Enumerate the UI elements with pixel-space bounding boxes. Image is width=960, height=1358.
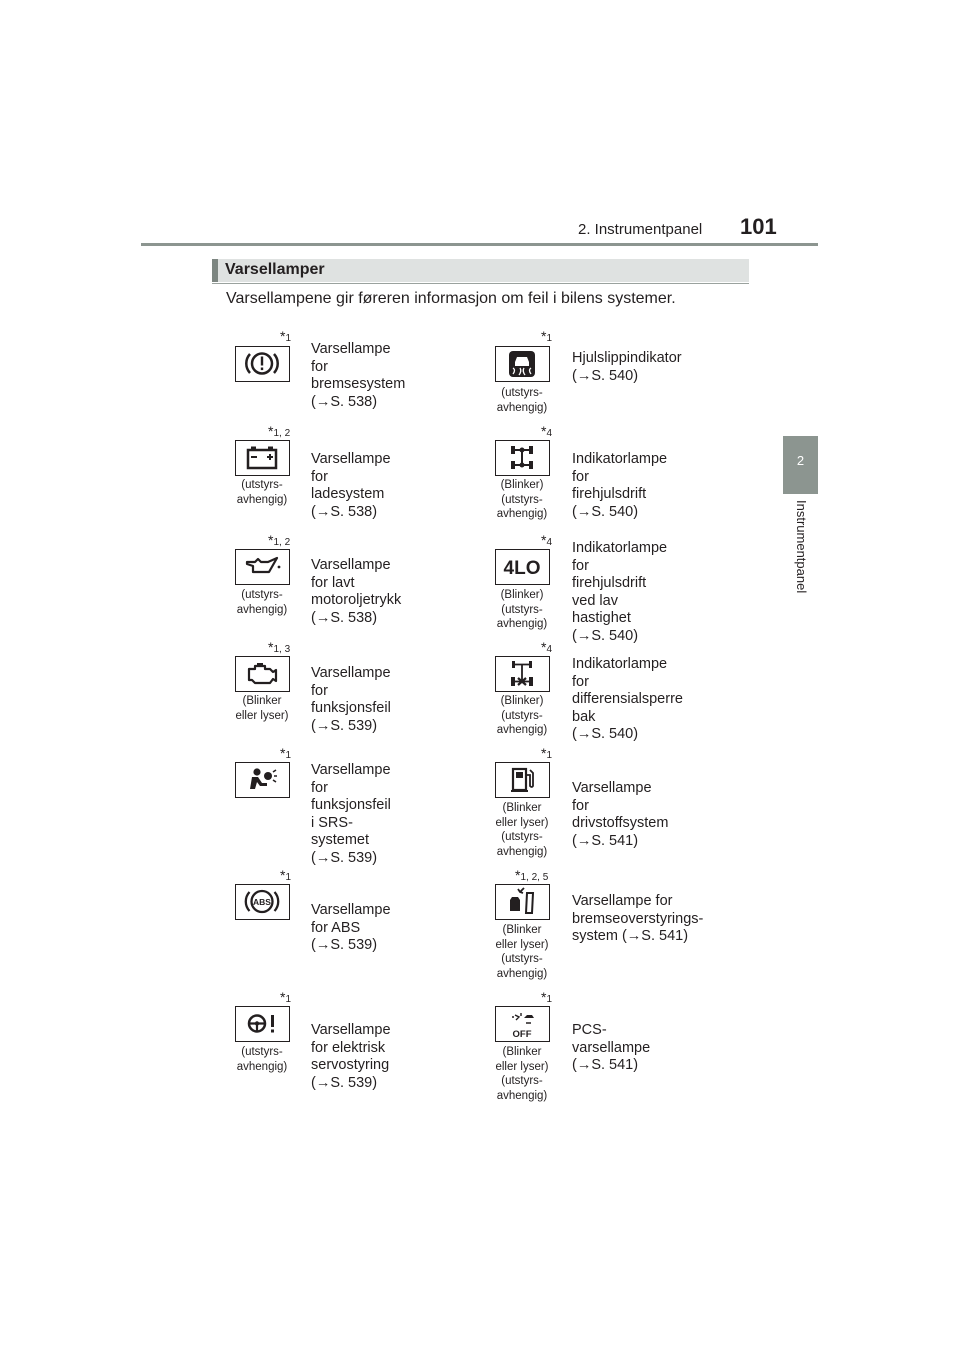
footnote-marker: *1, 3 [268,639,291,655]
rear-diff-lock-icon [495,656,550,692]
section-heading-rule [212,283,749,284]
footnote-marker: *1 [280,989,292,1005]
entry-description: Varsellampe for bremseoverstyrings- system (→S. 541) [572,893,704,944]
section-heading-bar [212,259,749,282]
power-steering-icon [235,1006,290,1042]
entry-description: Varsellampe for funksjonsfeil i SRS-systemet (→S. 539) [311,762,391,866]
brake-warning-icon [235,346,290,382]
footnote-marker: *1 [280,745,292,761]
footnote-marker: *1 [541,745,553,761]
entry-description: Varsellampe for elektrisk servostyring (→S. 539) [311,1022,391,1091]
footnote-marker: *4 [541,639,553,655]
engine-icon [235,656,290,692]
footnote-marker: *1, 2 [268,423,291,439]
entry-description: Varsellampe for bremsesystem (→S. 538) [311,341,406,410]
section-title: Varsellamper [225,261,325,278]
entry-note: (Blinker) (utstyrs- avhengig) [496,479,548,520]
entry-description: Varsellampe for lavt motoroljetrykk (→S. 538) [311,557,402,626]
entry-description: Varsellampe for drivstoffsystem (→S. 541) [572,780,669,849]
section-intro: Varsellampene gir føreren informasjon om feil i bilens systemer. [226,290,676,307]
chapter-tab: 2 [783,436,818,494]
four-lo-icon [495,549,550,585]
fuel-system-icon [495,762,550,798]
entry-description: Indikatorlampe for firehjulsdrift ved lav hastighet (→S. 540) [572,540,668,644]
footnote-marker: *1 [280,867,292,883]
four-lo-icon-text: 4LO [503,558,541,579]
entry-note: (Blinker eller lyser) (utstyrs- avhengig) [495,802,549,858]
footnote-marker: *1 [280,328,292,344]
section-heading-accent [212,259,218,282]
entry-note: (Blinker eller lyser) [235,695,289,722]
entry-description: Varsellampe for funksjonsfeil (→S. 539) [311,665,391,734]
battery-icon [235,440,290,476]
entry-note: (Blinker) (utstyrs- avhengig) [496,589,548,630]
footnote-marker: *4 [541,423,553,439]
page-number: 101 [740,214,777,239]
abs-icon [235,884,290,920]
chapter-tab-label: Instrumentpanel [794,500,809,594]
oil-can-icon [235,549,290,585]
entry-note: (utstyrs- avhengig) [496,387,548,414]
svg-text:ABS: ABS [253,897,271,907]
running-header-section: 2. Instrumentpanel [578,221,703,238]
footnote-marker: *1, 2 [268,532,291,548]
footnote-marker: *1 [541,989,553,1005]
entry-description: Indikatorlampe for differensialsperre bak (→S. 540) [572,656,683,742]
entry-description: Varsellampe for ABS (→S. 539) [311,902,391,953]
entry-description: Indikatorlampe for firehjulsdrift (→S. 540) [572,451,668,520]
header-rule [141,243,818,246]
pcs-off-icon-text: OFF [512,1029,532,1040]
entry-description: Varsellampe for ladesystem (→S. 538) [311,451,391,520]
footnote-marker: *1 [541,328,553,344]
airbag-icon [235,762,290,798]
brake-override-icon [495,884,550,920]
entry-note: (Blinker eller lyser) (utstyrs- avhengig) [495,1046,549,1102]
entry-description: PCS-varsellampe (→S. 541) [572,1022,651,1073]
four-wheel-drive-icon [495,440,550,476]
entry-note: (Blinker) (utstyrs- avhengig) [496,695,548,736]
entry-note: (utstyrs- avhengig) [236,479,288,506]
entry-description: Hjulslippindikator (→S. 540) [572,350,682,384]
wheel-slip-icon [495,346,550,382]
footnote-marker: *1, 2, 5 [515,867,549,883]
entry-note: (Blinker eller lyser) (utstyrs- avhengig) [495,924,549,980]
entry-note: (utstyrs- avhengig) [236,589,288,616]
entry-note: (utstyrs- avhengig) [236,1046,288,1073]
pcs-off-icon [495,1006,550,1042]
footnote-marker: *4 [541,532,553,548]
